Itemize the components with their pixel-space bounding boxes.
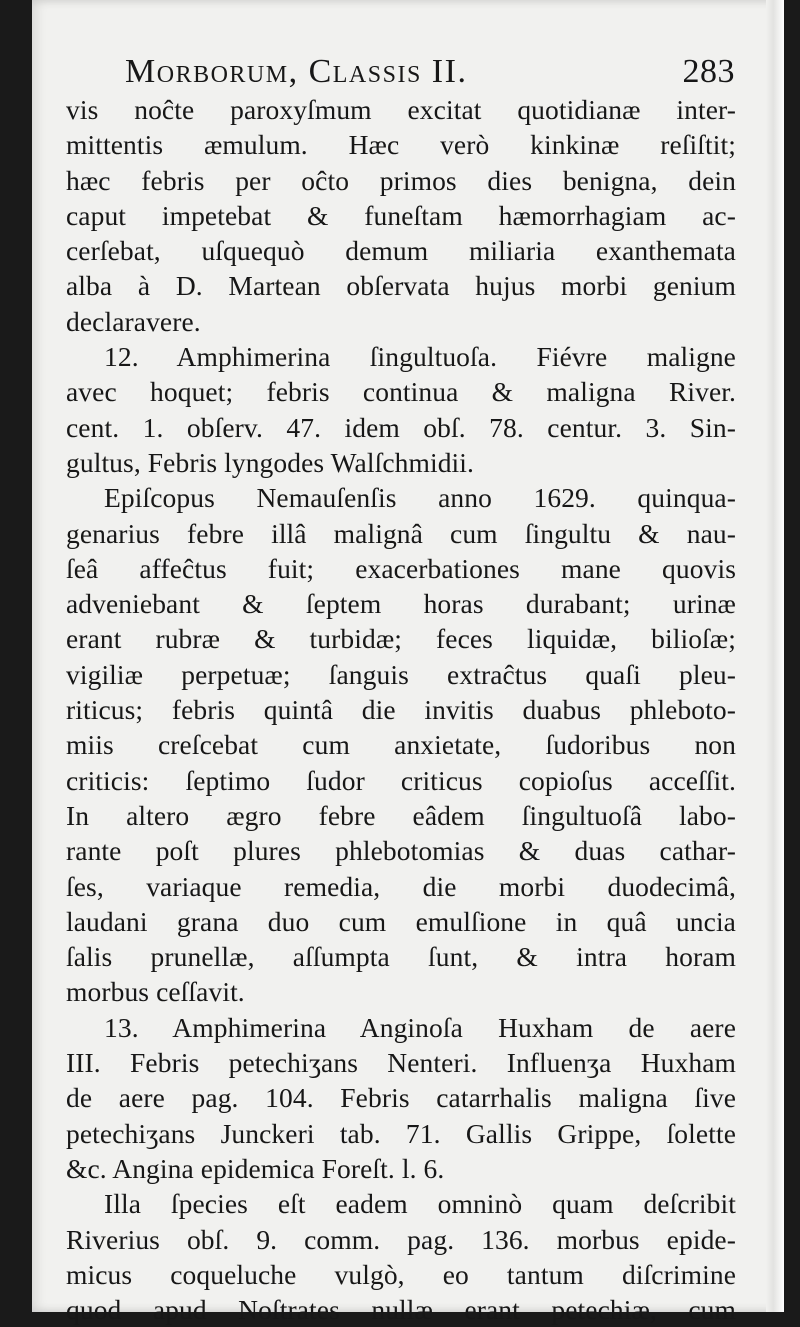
text-line: riticus; febris quintâ die invitis duabus phleboto- xyxy=(66,694,736,726)
text-line: declaravere. xyxy=(66,305,201,337)
text-line: mittentis æmulum. Hæc verò kinkinæ reſiſtit; xyxy=(66,129,736,161)
text-line: vigiliæ perpetuæ; ſanguis extraĉtus quaſi pleu- xyxy=(66,658,736,690)
text-line: III. Febris petechiӡans Nenteri. Influenӡa Huxham xyxy=(66,1047,736,1079)
page-number: 283 xyxy=(682,53,735,90)
text-line: ſeâ affeĉtus fuit; exacerbationes mane quovis xyxy=(66,552,736,584)
text-line: morbus ceſſavit. xyxy=(66,976,245,1008)
text-line: quod apud Noſtrates nullæ erant petechiæ, cum xyxy=(66,1294,736,1326)
text-line: cent. 1. obſerv. 47. idem obſ. 78. centur. 3. Sin- xyxy=(66,411,736,443)
text-line: Illa ſpecies eſt eadem omninò quam deſcribit xyxy=(104,1188,736,1220)
running-title: Morborum, Classis II. xyxy=(125,53,468,90)
text-line: ſalis prunellæ, aſſumpta ſunt, & intra horam xyxy=(66,941,736,973)
text-line: &c. Angina epidemica Foreſt. l. 6. xyxy=(66,1152,445,1184)
text-line: criticis: ſeptimo ſudor criticus copioſus acceſſit. xyxy=(66,764,736,796)
text-line: avec hoquet; febris continua & maligna River. xyxy=(66,376,736,408)
text-line: 12. Amphimerina ſingultuoſa. Fiévre maligne xyxy=(104,341,736,373)
text-line: caput impetebat & funeſtam hæmorrhagiam ac- xyxy=(66,199,736,231)
text-line: micus coqueluche vulgò, eo tantum diſcrimine xyxy=(66,1258,736,1290)
text-line: vis noĉte paroxyſmum excitat quotidianæ inter- xyxy=(66,94,736,125)
text-line: miis creſcebat cum anxietate, ſudoribus non xyxy=(66,729,736,761)
page-edge-shadow xyxy=(766,0,784,1312)
text-line: rante poſt plures phlebotomias & duas cathar- xyxy=(66,835,736,867)
text-line: hæc febris per oĉto primos dies benigna, dein xyxy=(66,164,736,196)
text-line: cerſebat, uſquequò demum miliaria exanthemata xyxy=(66,235,736,267)
text-line: 13. Amphimerina Anginoſa Huxham de aere xyxy=(104,1011,736,1043)
text-line: erant rubræ & turbidæ; feces liquidæ, bilioſæ; xyxy=(66,623,736,655)
body-text xyxy=(66,92,736,1327)
text-line: petechiӡans Junckeri tab. 71. Gallis Grippe, ſolette xyxy=(66,1117,736,1149)
text-line: Riverius obſ. 9. comm. pag. 136. morbus epide- xyxy=(66,1223,736,1255)
text-line: de aere pag. 104. Febris catarrhalis maligna ſive xyxy=(66,1082,736,1114)
running-header xyxy=(125,52,735,92)
text-line: laudani grana duo cum emulſione in quâ uncia xyxy=(66,905,736,937)
text-line: alba à D. Martean obſervata hujus morbi genium xyxy=(66,270,736,302)
text-line: ſes, variaque remedia, die morbi duodecimâ, xyxy=(66,870,736,902)
text-line: Epiſcopus Nemauſenſis anno 1629. quinqua- xyxy=(104,482,736,514)
text-line: adveniebant & ſeptem horas durabant; urinæ xyxy=(66,588,736,620)
text-line: gultus, Febris lyngodes Walſchmidii. xyxy=(66,446,475,478)
text-line: genarius febre illâ malignâ cum ſingultu & nau- xyxy=(66,517,736,549)
text-line: In altero ægro febre eâdem ſingultuoſâ labo- xyxy=(66,799,736,831)
